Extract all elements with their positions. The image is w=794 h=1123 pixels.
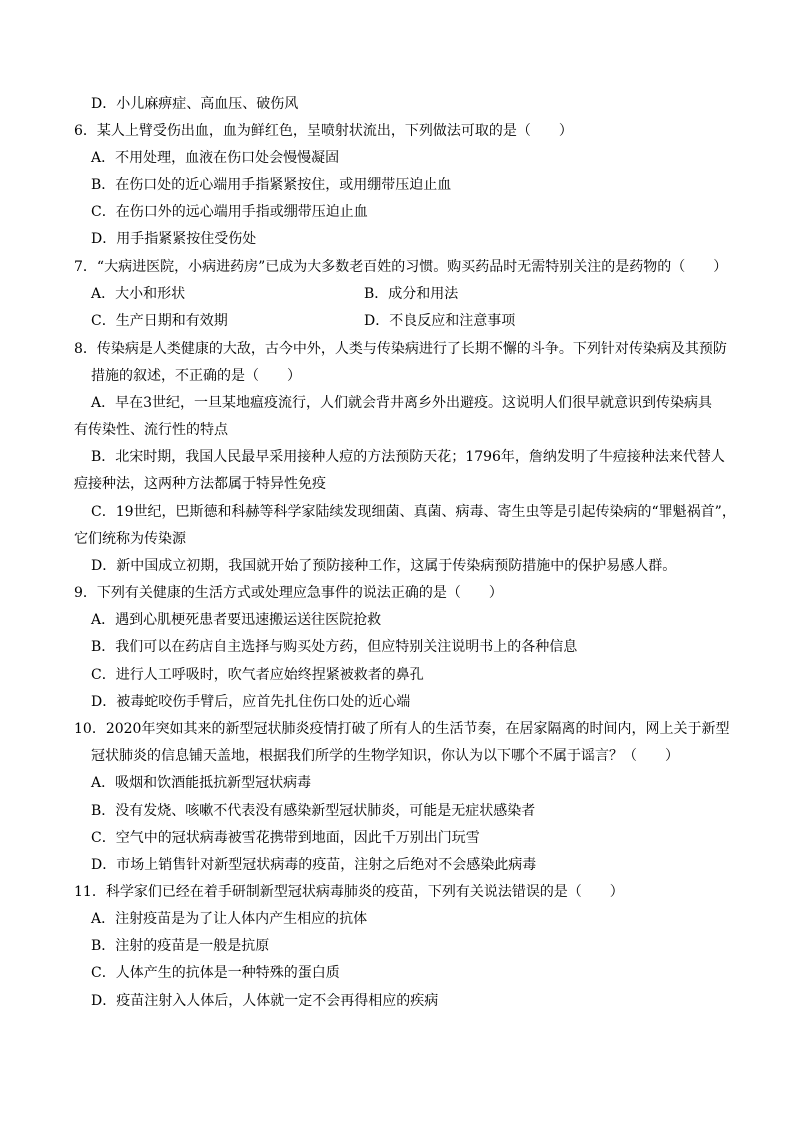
option-10c: C．空气中的冠状病毒被雪花携带到地面，因此千万别出门玩雪 <box>91 830 480 846</box>
option-10a: A．吸烟和饮酒能抵抗新型冠状病毒 <box>91 775 312 791</box>
option-5d: D．小儿麻痹症、高血压、破伤风 <box>91 96 299 112</box>
option-9b: B．我们可以在药店自主选择与购买处方药，但应特别关注说明书上的各种信息 <box>91 639 578 655</box>
question-8-stem-line-2: 措施的叙述，不正确的是（ ） <box>91 368 301 384</box>
option-9a: A．遇到心肌梗死患者要迅速搬运送往医院抢救 <box>91 612 382 628</box>
option-8b-line-1: B．北宋时期，我国人民最早采用接种人痘的方法预防天花；1796年，詹纳发明了牛痘接种法来代替人 <box>91 449 725 465</box>
option-7b: B．成分和用法 <box>364 286 459 302</box>
option-8b-line-2: 痘接种法，这两种方法都属于特异性免疫 <box>74 476 326 492</box>
option-6b: B．在伤口处的近心端用手指紧紧按住，或用绷带压迫止血 <box>91 177 452 193</box>
option-10b: B．没有发烧、咳嗽不代表没有感染新型冠状肺炎，可能是无症状感染者 <box>91 803 536 819</box>
option-9d: D．被毒蛇咬伤手臂后，应首先扎住伤口处的近心端 <box>91 694 411 710</box>
question-7-stem: 7．“大病进医院，小病进药房”已成为大多数老百姓的习惯。购买药品时无需特别关注的是药物的（ ） <box>74 259 728 275</box>
question-6-stem: 6．某人上臂受伤出血，血为鲜红色，呈喷射状流出，下列做法可取的是（ ） <box>74 123 573 139</box>
option-11b: B．注射的疫苗是一般是抗原 <box>91 938 270 954</box>
option-11a: A．注射疫苗是为了让人体内产生相应的抗体 <box>91 911 368 927</box>
option-8c-line-1: C．19世纪，巴斯德和科赫等科学家陆续发现细菌、真菌、病毒、寄生虫等是引起传染病的“罪魁祸首”， <box>91 504 736 520</box>
option-7a: A．大小和形状 <box>91 286 186 302</box>
option-8d: D．新中国成立初期，我国就开始了预防接种工作，这属于传染病预防措施中的保护易感人群。 <box>91 558 677 574</box>
option-11c: C．人体产生的抗体是一种特殊的蛋白质 <box>91 965 340 981</box>
question-9-stem: 9．下列有关健康的生活方式或处理应急事件的说法正确的是（ ） <box>74 585 503 601</box>
option-8a-line-2: 有传染性、流行性的特点 <box>74 422 228 438</box>
option-6d: D．用手指紧紧按住受伤处 <box>91 231 257 247</box>
option-7c: C．生产日期和有效期 <box>91 313 228 329</box>
option-9c: C．进行人工呼吸时，吹气者应始终捏紧被救者的鼻孔 <box>91 667 424 683</box>
option-7d: D．不良反应和注意事项 <box>364 313 516 329</box>
question-11-stem: 11．科学家们已经在着手研制新型冠状病毒肺炎的疫苗，下列有关说法错误的是（ ） <box>74 884 624 900</box>
option-10d: D．市场上销售针对新型冠状病毒的疫苗，注射之后绝对不会感染此病毒 <box>91 857 537 873</box>
question-10-stem-line-2: 冠状肺炎的信息铺天盖地，根据我们所学的生物学知识，你认为以下哪个不属于谣言？（ ） <box>91 748 679 764</box>
option-8c-line-2: 它们统称为传染源 <box>74 531 186 547</box>
question-10-stem-line-1: 10．2020年突如其来的新型冠状肺炎疫情打破了所有人的生活节奏，在居家隔离的时间内，网上关于新型 <box>74 721 730 737</box>
option-6c: C．在伤口外的远心端用手指或绷带压迫止血 <box>91 204 368 220</box>
option-8a-line-1: A．早在3世纪，一旦某地瘟疫流行，人们就会背井离乡外出避疫。这说明人们很早就意识到传染病具 <box>91 395 713 411</box>
question-8-stem-line-1: 8．传染病是人类健康的大敌，古今中外，人类与传染病进行了长期不懈的斗争。下列针对传染病及其预防 <box>74 341 727 357</box>
option-11d: D．疫苗注射入人体后，人体就一定不会再得相应的疾病 <box>91 993 439 1009</box>
option-6a: A．不用处理，血液在伤口处会慢慢凝固 <box>91 150 340 166</box>
